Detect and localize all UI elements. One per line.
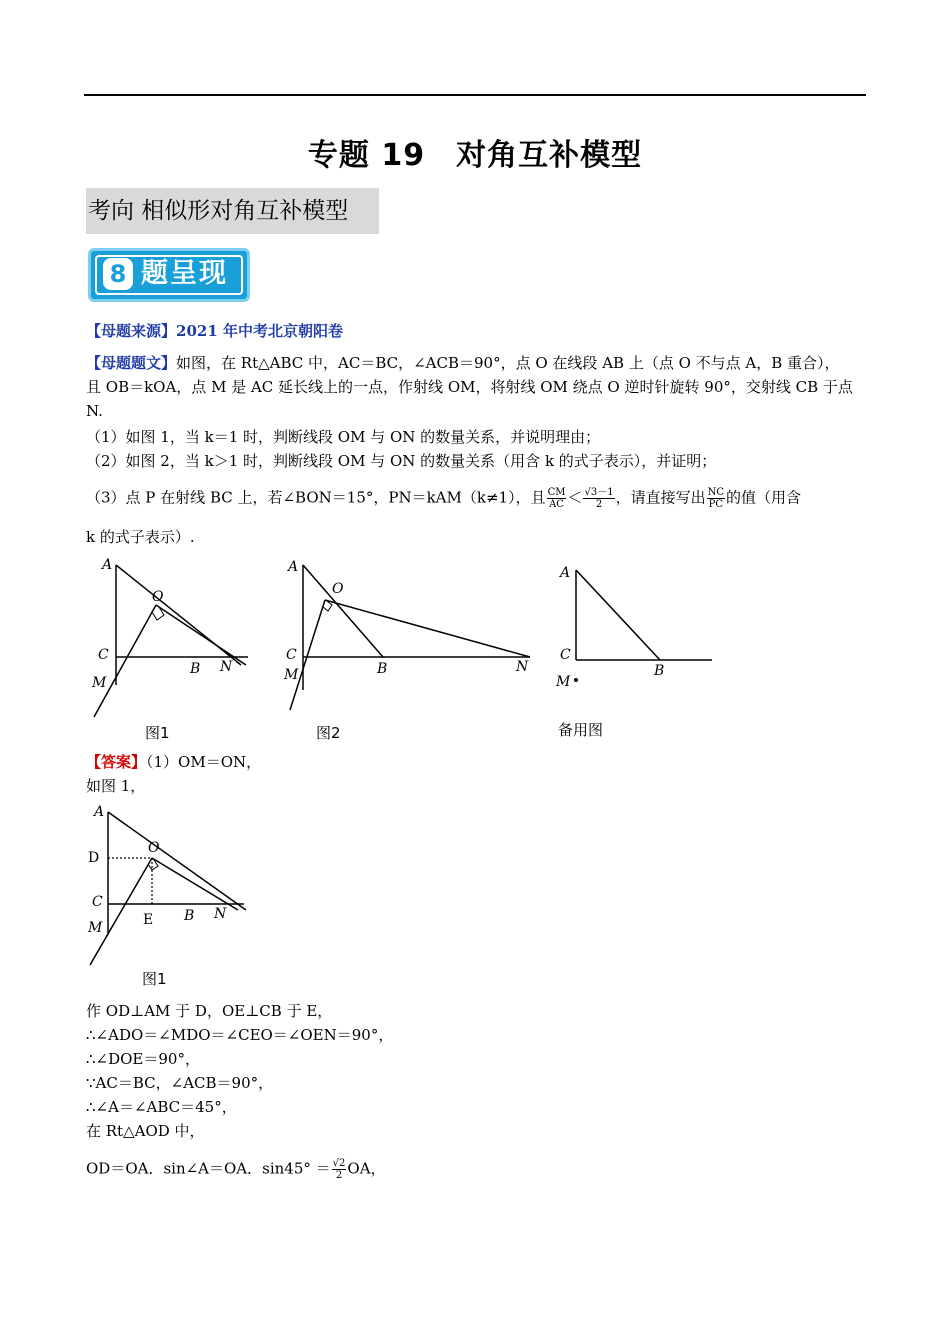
label-C: C bbox=[92, 894, 103, 910]
label-A: A bbox=[288, 559, 299, 575]
solution-step-1: 作 OD⊥AM 于 D，OE⊥CB 于 E， bbox=[86, 1002, 333, 1020]
source-line bbox=[86, 321, 343, 341]
answer-line-2: 如图 1， bbox=[86, 777, 146, 795]
answer-label: 【答案】 bbox=[86, 753, 147, 771]
source-label: 【母题来源】 bbox=[86, 322, 177, 340]
problem-line-2: 且 OB＝kOA，点 M 是 AC 延长线上的一点，作射线 OM，将射线 OM 绕点 O 逆时针旋转 90°，交射线 CB 于点 bbox=[86, 378, 853, 396]
question-3: （3）点 P 在射线 BC 上，若∠BON＝15°，PN＝kAM（k≠1），且 $\frac{CM}{AC}$ ＜ $\frac{√3-1}{2}$ ，请直接写出 $\frac{NC}{PC}$ 的值（用含 bbox=[86, 487, 802, 510]
question-3-cont: k 的式子表示）. bbox=[86, 528, 195, 546]
badge-number: 8 bbox=[103, 258, 133, 290]
label-B: B bbox=[377, 661, 388, 677]
label-M: M bbox=[92, 675, 107, 691]
question-1: （1）如图 1，当 k＝1 时，判断线段 OM 与 ON 的数量关系，并说明理由； bbox=[86, 428, 601, 446]
solution-step-3: ∴∠DOE＝90°， bbox=[86, 1050, 200, 1068]
problem-label: 【母题题文】 bbox=[86, 354, 177, 372]
label-M: M bbox=[556, 674, 571, 690]
header-rule bbox=[84, 94, 866, 96]
label-M: M bbox=[284, 667, 299, 683]
solution-step-4: ∵AC＝BC，∠ACB＝90°， bbox=[86, 1074, 274, 1092]
backup-diagram bbox=[552, 555, 722, 705]
answer-line-1: 【答案】（1）OM＝ON， bbox=[86, 753, 262, 771]
label-O: O bbox=[152, 589, 164, 605]
solution-step-6: 在 Rt△AOD 中， bbox=[86, 1122, 205, 1140]
solution-step-2: ∴∠ADO＝∠MDO＝∠CEO＝∠OEN＝90°， bbox=[86, 1026, 394, 1044]
label-B: B bbox=[654, 663, 665, 679]
label-N: N bbox=[214, 906, 227, 922]
figure-1-caption: 图1 bbox=[145, 724, 170, 742]
label-A: A bbox=[102, 557, 113, 573]
question-2: （2）如图 2，当 k＞1 时，判断线段 OM 与 ON 的数量关系（用含 k 的式子表示），并证明； bbox=[86, 452, 717, 470]
figure-1-diagram bbox=[86, 555, 261, 725]
label-A: A bbox=[94, 804, 105, 820]
label-D: D bbox=[88, 850, 100, 866]
figure-2-diagram bbox=[280, 555, 540, 725]
topic-direction: 考向 相似形对角互补模型 bbox=[86, 188, 379, 234]
badge-text: 题呈现 bbox=[141, 258, 228, 289]
label-O: O bbox=[332, 581, 344, 597]
solution-step-5: ∴∠A＝∠ABC＝45°， bbox=[86, 1098, 237, 1116]
label-C: C bbox=[560, 647, 571, 663]
label-E: E bbox=[143, 912, 154, 928]
label-B: B bbox=[184, 908, 195, 924]
label-N: N bbox=[516, 659, 529, 675]
label-C: C bbox=[98, 647, 109, 663]
source-text: 2021 年中考北京朝阳卷 bbox=[176, 322, 343, 340]
label-N: N bbox=[220, 659, 233, 675]
label-B: B bbox=[190, 661, 201, 677]
label-A: A bbox=[560, 565, 571, 581]
answer-figure-1-caption: 图1 bbox=[142, 970, 167, 988]
section-badge bbox=[88, 248, 250, 302]
solution-step-7: OD＝OA．sin∠A＝OA．sin45° ＝ $\frac{√2}{2}$ OA， bbox=[86, 1158, 386, 1181]
backup-caption: 备用图 bbox=[558, 721, 604, 739]
answer-figure-1-diagram bbox=[86, 800, 256, 970]
page-title: 专题 19 对角互补模型 bbox=[307, 138, 643, 173]
label-M: M bbox=[88, 920, 103, 936]
label-C: C bbox=[286, 647, 297, 663]
problem-line-3: N. bbox=[86, 402, 103, 420]
problem-line-1: 【母题题文】如图，在 Rt△ABC 中，AC＝BC，∠ACB＝90°，点 O 在线段 AB 上（点 O 不与点 A，B 重合）， bbox=[86, 354, 840, 372]
figure-2-caption: 图2 bbox=[316, 724, 341, 742]
label-O: O bbox=[148, 840, 160, 856]
